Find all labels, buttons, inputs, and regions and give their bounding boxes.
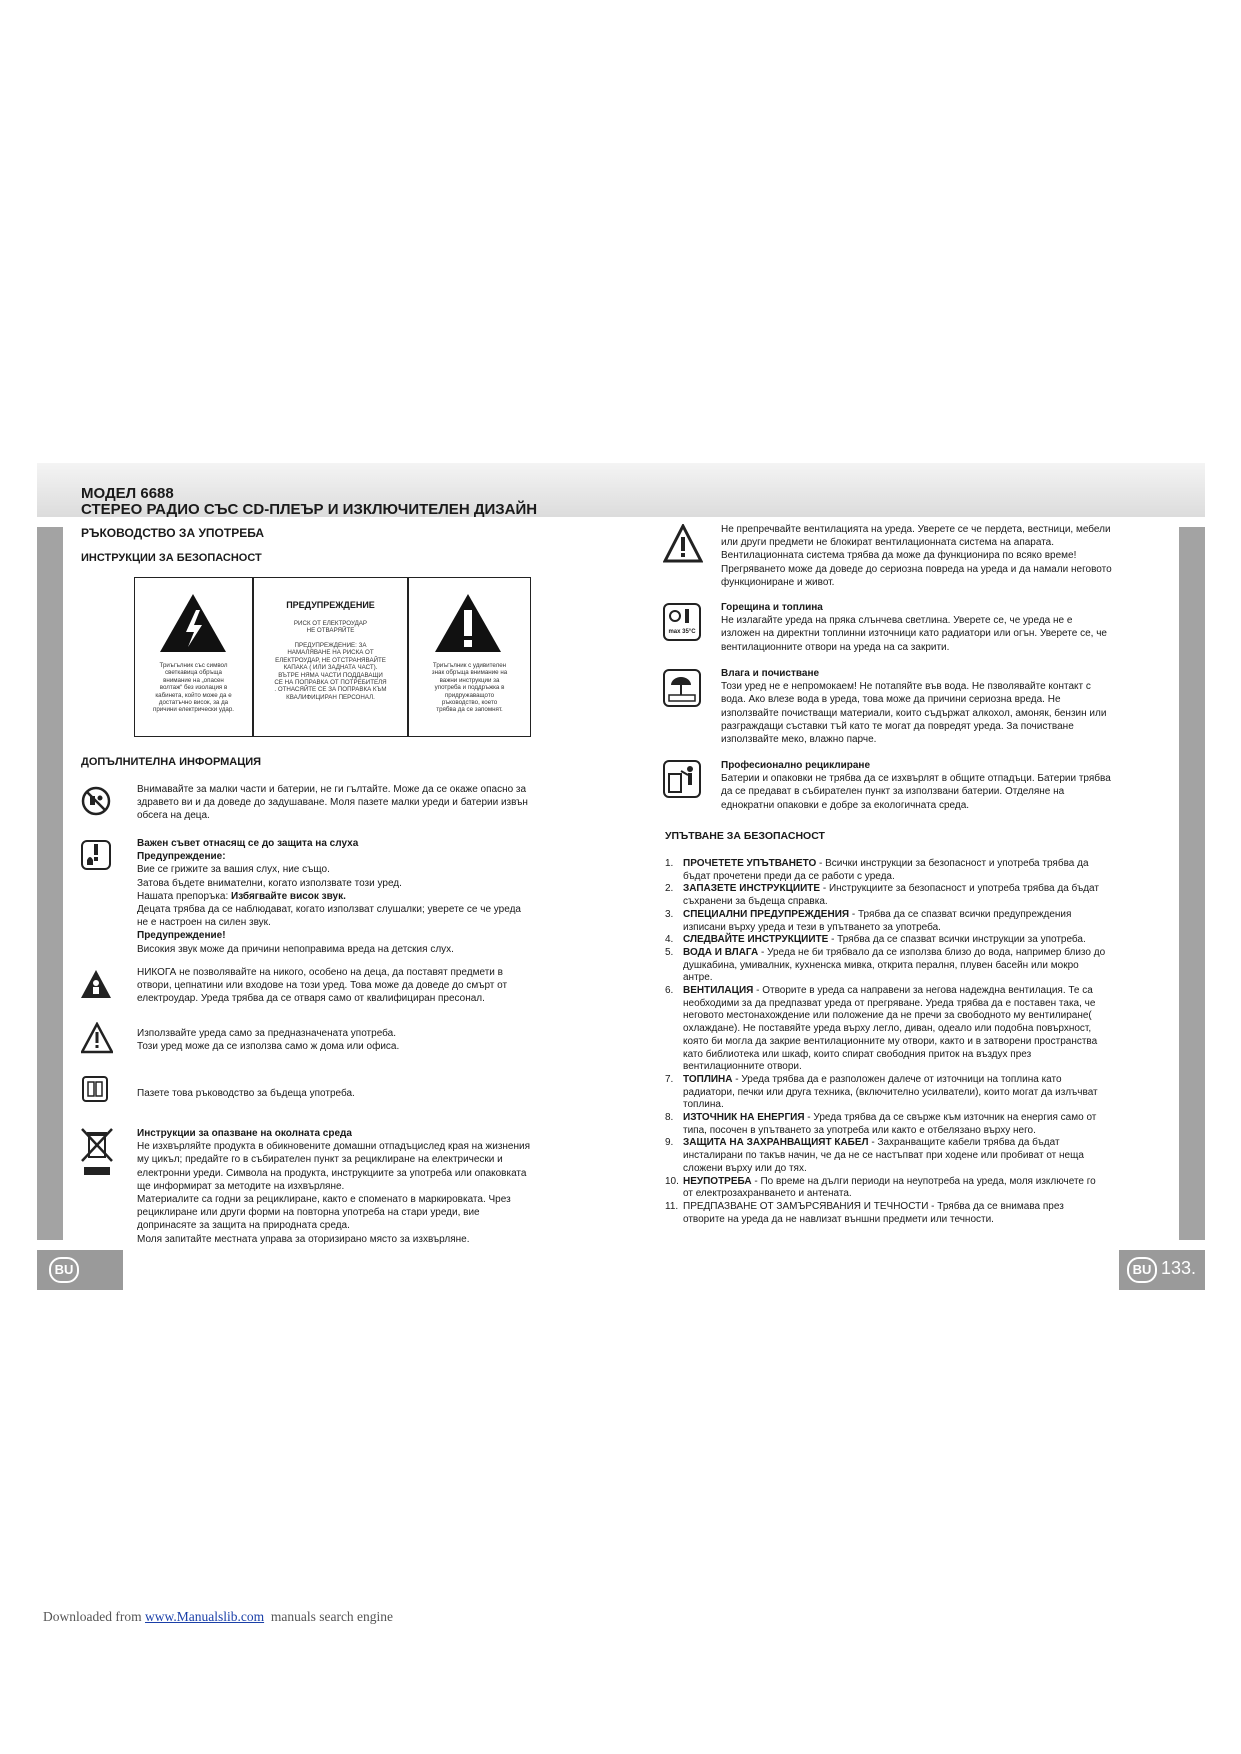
hearing-line-4: Децата трябва да се наблюдават, когато използват слушалки; уверете се че уреда не е настроен на силен звук.	[137, 904, 521, 929]
safety-guide-item-title: ЗАЩИТА НА ЗАХРАНВАЩИЯТ КАБЕЛ	[683, 1137, 869, 1149]
footer-left	[37, 1250, 123, 1290]
safety-guide-number: 7.	[665, 1073, 674, 1085]
safety-guide-number: 9.	[665, 1137, 674, 1149]
safety-guide-item	[665, 1201, 1185, 1226]
safety-guide-item-text: - Отворите в уреда са направени за негова надеждна вентилация. Те са необходими за да предпазват уреда от прегряване. Уреда трябва да е поставен така, че неговото местонахождение или положение да не пречи за свободното му вентилиране( охлаждане). Не поставяйте уреда върху легло, диван, одеало или подобна повърхност, която би могла да закрие вентилационните му отвори, както и в затворени пространства като библиотека или шкаф, които спират свободния приток на въздух през вентилационните отвори.	[683, 985, 1098, 1073]
safety-guide-item	[665, 858, 1185, 883]
small-parts-text: Внимавайте за малки части и батерии, не ги гълтайте. Може да се окаже опасно за здравето ви и да доведе до задушаване. Моля пазете малки уреди и батерии извън обсега на деца.	[137, 784, 528, 822]
manual-heading: РЪКОВОДСТВО ЗА УПОТРЕБА	[81, 526, 265, 540]
safety-guide-item	[665, 909, 1185, 934]
safety-guide-item-text: - Трябва да се спазват всички предупреждения изписани върху уреда и тези в упътването за употреба.	[683, 908, 1072, 933]
download-credit	[43, 1609, 393, 1625]
hearing-line-5: Високия звук може да причини непоправима вреда на детския слух.	[137, 943, 454, 955]
safety-guide-item-text: - Инструкциите за безопасност и употреба трябва да бъдат съхранени за бъдеща справка.	[683, 883, 1099, 908]
safety-guide-item	[665, 1176, 1185, 1201]
safety-guide-list	[665, 858, 1185, 1226]
heat-icon	[663, 603, 701, 641]
language-badge-right: BU	[1127, 1257, 1157, 1283]
safety-guide-number: 10.	[665, 1175, 679, 1187]
safety-guide-number: 6.	[665, 985, 674, 997]
heat-text: Не излагайте уреда на пряка слънчева светлина. Уверете се, че уреда не е изложен на директни топлинни източници като радиатори или огън. Уверете се, че вентилационните отвори на уреда на са закрити.	[721, 615, 1107, 653]
safety-guide-item-text: ПРЕДПАЗВАНЕ ОТ ЗАМЪРСЯВАНИЯ И ТЕЧНОСТИ - Трябва да се внимава през отворите на уреда да не навлизат външни предмети или течности.	[683, 1200, 1064, 1225]
child-danger-icon	[80, 968, 112, 1000]
recycling-icon	[663, 760, 701, 798]
safety-guide-item-text: - Трябва да се спазват всички инструкции за употреба.	[828, 934, 1086, 946]
moisture-icon	[663, 669, 701, 707]
safety-guide-item-title: ТОПЛИНА	[683, 1073, 733, 1085]
warning-box-line1: РИСК ОТ ЕЛЕКТРОУДАР НЕ ОТВАРЯЙТЕ	[293, 620, 368, 635]
ventilation-text: Не препречвайте вентилацията на уреда. Уверете се че пердета, вестници, мебели или други предмети не блокират вентилационната система на апарата. Вентилационната система трябва да може да функционира по всяко време! Прегряването може да доведе до сериозна повреда на уреда и да намали неговото функциониране и живот.	[721, 524, 1112, 588]
environment-text: Не изхвърляйте продукта в обикновените домашни отпадъцислед края на жизнения му цикъл; предайте го в събирателен пункт за рециклиране на електрически и електронни уреди. Символа на продукта, инструкциите за употреба или опаковката ще информират за методите на изхвърляне. Материалите са годни за рециклиране, както е споменато в маркировката. Чрез рециклиране или други форми на повторна употреба на стари уреди, вие допринасяте за защита на природната среда. Моля запитайте местната управа за оторизирано място за изхвърляне.	[137, 1141, 531, 1245]
svg-text:max 35°C: max 35°C	[668, 629, 696, 635]
safety-guide-number: 2.	[665, 883, 674, 895]
moisture-text: Този уред не е непромокаем! Не потапяйте във вода. Не пзволявайте контакт с вода. Ако влезе вода в уреда, това може да причини сериозна вреда. Не използвайте почистващи материали, които съдържат алкохол, амоняк, бензин или разграждащи съставки тъй като те могат да повредят уреда. За почистване използвайте меко, влажно парче.	[721, 681, 1107, 746]
never-insert-text: НИКОГА не позволявайте на никого, особено на деца, да поставят предмети в отвори, цепнатини или входове на този уред. Това може да доведе до смърт от електроудар. Уреда трябва да се отваря само от квалифициран пресонал.	[137, 967, 508, 1005]
exclamation-warning-icon	[433, 592, 503, 654]
credit-prefix: Downloaded from	[43, 1609, 145, 1624]
safety-guide-number: 11.	[665, 1200, 679, 1212]
heat-title: Горещина и топлина	[721, 602, 823, 613]
heat-block	[721, 601, 1107, 654]
safety-guide-item	[665, 883, 1185, 908]
environment-block	[137, 1127, 530, 1246]
keep-manual-text: Пазете това ръководство за бъдеща употреба.	[137, 1088, 355, 1099]
hearing-warning-icon	[81, 840, 111, 870]
safety-guide-item-title: ВОДА И ВЛАГА	[683, 946, 759, 958]
language-badge-left: BU	[49, 1257, 79, 1283]
environment-title: Инструкции за опазване на околната среда	[137, 1128, 352, 1139]
safety-guide-item-title: ЗАПАЗЕТЕ ИНСТРУКЦИИТЕ	[683, 883, 821, 895]
recycling-title: Професионално рециклиране	[721, 760, 871, 771]
intended-use-text: Използвайте уреда само за предназначената употреба. Този уред може да се използва само ж дома или офиса.	[137, 1028, 400, 1053]
safety-guide-item-title: НЕУПОТРЕБА	[683, 1175, 752, 1187]
safety-guide-item	[665, 1137, 1185, 1175]
manualslib-link[interactable]: www.Manualslib.com	[144, 1609, 265, 1624]
safety-guide-item-text: - Всички инструкции за безопасност и употреба трябва да бъдат прочетени преди да се работи с уреда.	[683, 858, 1089, 882]
safety-guide-item-title: СЛЕДВАЙТЕ ИНСТРУКЦИИТЕ	[683, 934, 829, 946]
caution-triangle-icon	[81, 1022, 113, 1054]
small-parts-icon	[81, 786, 111, 816]
exclamation-caption: Триъгълник с удивителен знак обръща внимание на важни инструкции за употреба и поддръжка в придружаващото ръководство, което трябва да се запомнят.	[431, 662, 508, 714]
safety-guide-heading: УПЪТВАНЕ ЗА БЕЗОПАСНОСТ	[665, 830, 825, 842]
model-title: МОДЕЛ 6688	[81, 485, 174, 502]
product-title: СТЕРЕО РАДИО СЪС CD-ПЛЕЪР И ИЗКЛЮЧИТЕЛЕН ДИЗАЙН	[81, 501, 538, 518]
safety-guide-number: 8.	[665, 1112, 674, 1124]
hearing-warning-label-2: Предупреждение!	[137, 930, 226, 942]
hearing-line-1: Вие се грижите за вашия слух, ние също.	[137, 864, 330, 876]
safety-guide-number: 3.	[665, 908, 674, 920]
recycling-block	[721, 759, 1111, 812]
safety-guide-item	[665, 947, 1185, 985]
footer-right	[1119, 1250, 1205, 1290]
safety-guide-item-title: ВЕНТИЛАЦИЯ	[683, 985, 754, 997]
safety-guide-item-text: - По време на дълги периоди на неупотреба на уреда, моля изключете го от електрозахранването и антената.	[683, 1175, 1096, 1200]
left-margin-bar	[37, 527, 63, 1240]
safety-guide-item-title: ПРОЧЕТЕТЕ УПЪТВАНЕТО	[683, 858, 817, 869]
book-icon	[82, 1076, 108, 1102]
safety-guide-item	[665, 1112, 1185, 1137]
warning-box-line2: ПРЕДУПРЕЖДЕНИЕ: ЗА НАМАЛЯВАНЕ НА РИСКА ОТ ЕЛЕКТРОУДАР, НЕ ОТСТРАНЯВАЙТЕ КАПАКА ( ИЛИ ЗАДНАТА ЧАСТ). ВЪТРЕ НЯМА ЧАСТИ ПОДДАВАЩИ СЕ НА ПОПРАВКА ОТ ПОТРЕБИТЕЛЯ . ОТНАСЯЙТЕ СЕ ЗА ПОПРАВКА КЪМ КВАЛИФИЦИРАН ПЕРСОНАЛ.	[274, 642, 387, 701]
safety-guide-number: 4.	[665, 934, 674, 946]
safety-guide-item	[665, 985, 1185, 1074]
electric-warning-box	[134, 577, 531, 737]
safety-guide-item-text: - Уреда трябва да се свърже към източник на енергия само от типа, посочен в упътването за употреба или както е отбелязано върху него.	[683, 1112, 1097, 1136]
hearing-title: Важен съвет отнасящ се до защита на слуха	[137, 838, 359, 849]
safety-heading: ИНСТРУКЦИИ ЗА БЕЗОПАСНОСТ	[81, 552, 262, 564]
hearing-warning-label: Предупреждение:	[137, 851, 226, 863]
lightning-caption: Триъгълник със символ светкавица обръща внимание на „опасен волтаж“ без изолация в кабинета, който може да е достатъчно висок, за да причини електрически удар.	[152, 662, 235, 714]
safety-guide-item-title: ИЗТОЧНИК НА ЕНЕРГИЯ	[683, 1112, 805, 1124]
lightning-warning-icon	[158, 592, 228, 654]
moisture-block	[721, 667, 1106, 746]
manual-spread	[37, 463, 1205, 1293]
safety-guide-number: 5.	[665, 946, 674, 958]
safety-guide-item	[665, 934, 1185, 947]
moisture-title: Влага и почистване	[721, 668, 820, 679]
safety-guide-item-title: СПЕЦИАЛНИ ПРЕДУПРЕЖДЕНИЯ	[683, 908, 850, 920]
credit-suffix: manuals search engine	[264, 1609, 394, 1624]
page-number: 133.	[1161, 1258, 1197, 1278]
safety-guide-item	[665, 1074, 1185, 1112]
hearing-block	[137, 837, 521, 956]
ventilation-warning-icon	[663, 524, 703, 564]
recycling-text: Батерии и опаковки не трябва да се изхвърлят в общите отпадъци. Батерии трябва да се предават в събирателен пункт за използвани батерии. Отделяне на еднократни опаковки е добре за екологичната среда.	[721, 773, 1111, 811]
safety-guide-item-text: - Захранващите кабели трябва да бъдат инсталирани по такъв начин, че да не се настъпват при ходене или пробиват от неща сложени върху или до тях.	[683, 1137, 1084, 1174]
hearing-recommendation: Нашата препоръка: Избягвайте висок звук.	[137, 890, 346, 902]
safety-guide-number: 1.	[665, 858, 674, 869]
weee-bin-icon	[80, 1127, 114, 1177]
safety-guide-item-text: - Уреда трябва да е разположен далече от източници на топлина като радиатори, печки или друга техника, (включително усилватели), които могат да излъчват топлина.	[683, 1073, 1098, 1111]
additional-heading: ДОПЪЛНИТЕЛНА ИНФОРМАЦИЯ	[81, 756, 262, 768]
warning-box-title: ПРЕДУПРЕЖДЕНИЕ	[286, 600, 375, 610]
safety-guide-item-text: - Уреда не би трябвало да се използва близо до вода, например близо до душкабина, умивалник, кухненска мивка, открита пералня, плувен басейн или мокро антре.	[683, 946, 1106, 984]
hearing-line-2: Затова бъдете внимателни, когато използвате този уред.	[137, 877, 402, 889]
